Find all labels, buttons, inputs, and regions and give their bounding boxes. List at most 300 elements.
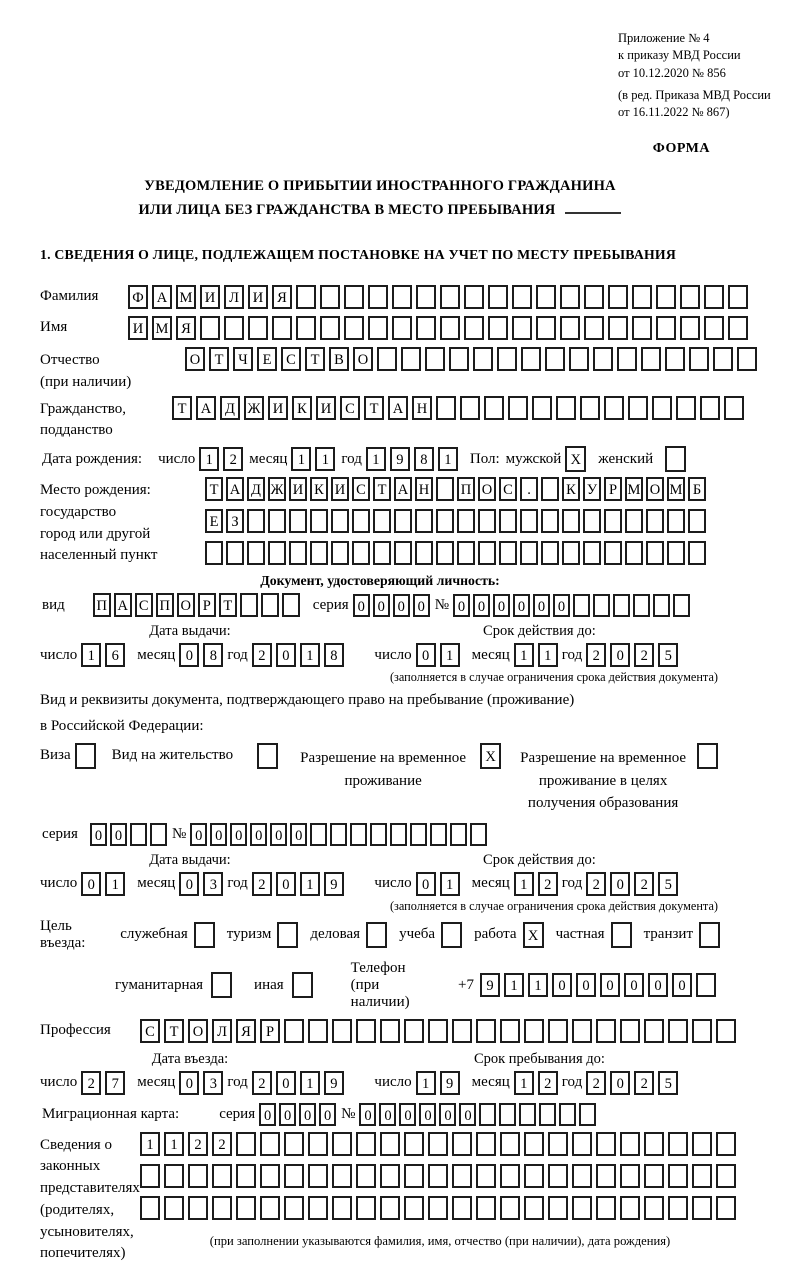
cell-box[interactable]: П (93, 593, 111, 617)
cell-box[interactable]: 1 (300, 1071, 320, 1095)
cell-box[interactable] (248, 316, 268, 340)
cell-box[interactable] (476, 1132, 496, 1156)
cell-box[interactable]: М (152, 316, 172, 340)
cell-box[interactable] (440, 316, 460, 340)
cell-box[interactable] (676, 396, 696, 420)
cell-box[interactable] (476, 1019, 496, 1043)
cell-box[interactable] (692, 1132, 712, 1156)
cell-box[interactable] (524, 1164, 544, 1188)
cell-box[interactable]: Ж (268, 477, 286, 501)
cell-box[interactable] (656, 285, 676, 309)
cell-box[interactable] (308, 1019, 328, 1043)
cell-box[interactable]: С (499, 477, 517, 501)
cell-box[interactable] (632, 285, 652, 309)
cell-box[interactable] (464, 316, 484, 340)
cell-box[interactable] (716, 1164, 736, 1188)
cell-box[interactable] (700, 396, 720, 420)
cell-box[interactable]: 0 (110, 823, 127, 846)
cell-box[interactable] (520, 541, 538, 565)
option-residence-permit[interactable] (112, 743, 278, 769)
cell-box[interactable] (284, 1164, 304, 1188)
cell-box[interactable] (656, 316, 676, 340)
cell-box[interactable]: Н (412, 396, 432, 420)
cell-box[interactable] (200, 316, 220, 340)
cell-box[interactable]: И (128, 316, 148, 340)
cell-box[interactable] (150, 823, 167, 846)
option-visa[interactable] (40, 743, 96, 769)
cell-box[interactable]: 1 (438, 447, 458, 471)
cell-box[interactable] (394, 541, 412, 565)
cell-box[interactable] (373, 541, 391, 565)
cell-box[interactable]: У (583, 477, 601, 501)
cell-box[interactable] (560, 285, 580, 309)
cell-box[interactable] (370, 823, 387, 846)
cell-box[interactable] (569, 347, 589, 371)
cell-box[interactable]: 0 (413, 594, 430, 617)
cell-box[interactable]: Т (205, 477, 223, 501)
cell-box[interactable] (366, 922, 387, 948)
cell-box[interactable] (404, 1132, 424, 1156)
cell-box[interactable] (331, 541, 349, 565)
cell-box[interactable] (401, 347, 421, 371)
cell-box[interactable]: В (329, 347, 349, 371)
cell-box[interactable] (596, 1132, 616, 1156)
cell-box[interactable]: Е (257, 347, 277, 371)
cell-box[interactable]: 0 (553, 594, 570, 617)
cell-box[interactable]: 9 (324, 872, 344, 896)
cell-box[interactable]: Н (415, 477, 433, 501)
cell-box[interactable]: 2 (252, 872, 272, 896)
cell-box[interactable] (680, 285, 700, 309)
cell-box[interactable] (332, 1132, 352, 1156)
cell-box[interactable] (356, 1164, 376, 1188)
cell-box[interactable]: 9 (390, 447, 410, 471)
cell-box[interactable] (583, 541, 601, 565)
cell-box[interactable] (410, 823, 427, 846)
cell-box[interactable]: 0 (299, 1103, 316, 1126)
cell-box[interactable] (524, 1019, 544, 1043)
cell-box[interactable] (644, 1196, 664, 1220)
cell-box[interactable]: Ф (128, 285, 148, 309)
cell-box[interactable] (499, 1103, 516, 1126)
cell-box[interactable] (628, 396, 648, 420)
cell-box[interactable]: 2 (212, 1132, 232, 1156)
cell-box[interactable]: 2 (538, 872, 558, 896)
cell-box[interactable] (260, 1196, 280, 1220)
cell-box[interactable]: 0 (453, 594, 470, 617)
cell-box[interactable]: 0 (648, 973, 668, 997)
cell-box[interactable]: 1 (514, 872, 534, 896)
cell-box[interactable] (247, 541, 265, 565)
cell-box[interactable] (548, 1196, 568, 1220)
sex-female-checkbox[interactable] (665, 446, 686, 472)
cell-box[interactable]: 3 (203, 1071, 223, 1095)
cell-box[interactable] (728, 316, 748, 340)
cell-box[interactable] (211, 972, 232, 998)
cell-box[interactable]: С (135, 593, 153, 617)
cell-box[interactable]: И (248, 285, 268, 309)
cell-box[interactable] (392, 285, 412, 309)
cell-box[interactable] (488, 285, 508, 309)
cell-box[interactable]: 6 (105, 643, 125, 667)
cell-box[interactable] (368, 285, 388, 309)
cell-box[interactable]: 9 (324, 1071, 344, 1095)
cell-box[interactable]: 1 (440, 872, 460, 896)
cell-box[interactable] (646, 541, 664, 565)
cell-box[interactable]: 2 (634, 1071, 654, 1095)
purpose-other-checkbox[interactable] (292, 972, 313, 998)
cell-box[interactable]: Д (220, 396, 240, 420)
cell-box[interactable]: 0 (624, 973, 644, 997)
cell-box[interactable] (596, 1196, 616, 1220)
cell-box[interactable] (457, 509, 475, 533)
cell-box[interactable] (394, 509, 412, 533)
cell-box[interactable]: К (562, 477, 580, 501)
cell-box[interactable] (380, 1196, 400, 1220)
cell-box[interactable] (646, 509, 664, 533)
cell-box[interactable] (428, 1019, 448, 1043)
cell-box[interactable]: С (140, 1019, 160, 1043)
cell-box[interactable] (692, 1019, 712, 1043)
cell-box[interactable] (415, 509, 433, 533)
cell-box[interactable] (188, 1196, 208, 1220)
cell-box[interactable] (452, 1164, 472, 1188)
cell-box[interactable]: 0 (610, 872, 630, 896)
cell-box[interactable]: 0 (552, 973, 572, 997)
cell-box[interactable]: М (176, 285, 196, 309)
cell-box[interactable]: 8 (414, 447, 434, 471)
cell-box[interactable] (236, 1132, 256, 1156)
cell-box[interactable] (320, 285, 340, 309)
cell-box[interactable]: 1 (315, 447, 335, 471)
cell-box[interactable]: О (646, 477, 664, 501)
cell-box[interactable]: 5 (658, 643, 678, 667)
cell-box[interactable] (704, 316, 724, 340)
option-temp-permit[interactable] (294, 743, 501, 792)
cell-box[interactable]: Т (209, 347, 229, 371)
cell-box[interactable]: О (177, 593, 195, 617)
cell-box[interactable]: 2 (538, 1071, 558, 1095)
cell-box[interactable] (308, 1164, 328, 1188)
cell-box[interactable]: 2 (252, 643, 272, 667)
cell-box[interactable]: X (565, 446, 586, 472)
cell-box[interactable] (728, 285, 748, 309)
cell-box[interactable] (652, 396, 672, 420)
cell-box[interactable] (724, 396, 744, 420)
cell-box[interactable] (692, 1164, 712, 1188)
cell-box[interactable]: 1 (440, 643, 460, 667)
cell-box[interactable] (562, 509, 580, 533)
cell-box[interactable] (392, 316, 412, 340)
cell-box[interactable] (536, 285, 556, 309)
cell-box[interactable]: Т (219, 593, 237, 617)
cell-box[interactable]: 0 (399, 1103, 416, 1126)
cell-box[interactable] (452, 1132, 472, 1156)
cell-box[interactable]: 0 (279, 1103, 296, 1126)
cell-box[interactable] (688, 541, 706, 565)
cell-box[interactable]: З (226, 509, 244, 533)
cell-box[interactable]: 0 (230, 823, 247, 846)
temp-permit-edu-checkbox[interactable] (697, 743, 718, 769)
cell-box[interactable] (713, 347, 733, 371)
cell-box[interactable] (593, 347, 613, 371)
cell-box[interactable] (164, 1196, 184, 1220)
cell-box[interactable] (478, 541, 496, 565)
cell-box[interactable] (688, 509, 706, 533)
cell-box[interactable]: . (520, 477, 538, 501)
cell-box[interactable]: 1 (538, 643, 558, 667)
cell-box[interactable]: Б (688, 477, 706, 501)
cell-box[interactable]: Л (212, 1019, 232, 1043)
cell-box[interactable] (457, 541, 475, 565)
cell-box[interactable] (668, 1164, 688, 1188)
cell-box[interactable] (478, 509, 496, 533)
cell-box[interactable] (194, 922, 215, 948)
cell-box[interactable] (450, 823, 467, 846)
cell-box[interactable]: Л (224, 285, 244, 309)
cell-box[interactable] (247, 509, 265, 533)
cell-box[interactable] (257, 743, 278, 769)
cell-box[interactable] (625, 509, 643, 533)
cell-box[interactable] (331, 509, 349, 533)
cell-box[interactable] (130, 823, 147, 846)
cell-box[interactable] (548, 1019, 568, 1043)
cell-box[interactable]: Р (260, 1019, 280, 1043)
cell-box[interactable] (344, 285, 364, 309)
cell-box[interactable]: 2 (188, 1132, 208, 1156)
cell-box[interactable] (632, 316, 652, 340)
cell-box[interactable] (282, 593, 300, 617)
cell-box[interactable] (699, 922, 720, 948)
cell-box[interactable] (620, 1019, 640, 1043)
cell-box[interactable]: 0 (576, 973, 596, 997)
cell-box[interactable]: Д (247, 477, 265, 501)
cell-box[interactable] (332, 1164, 352, 1188)
cell-box[interactable]: 0 (416, 872, 436, 896)
cell-box[interactable] (441, 922, 462, 948)
cell-box[interactable] (620, 1132, 640, 1156)
cell-box[interactable]: 1 (504, 973, 524, 997)
cell-box[interactable]: Т (164, 1019, 184, 1043)
cell-box[interactable] (593, 594, 610, 617)
cell-box[interactable]: С (352, 477, 370, 501)
cell-box[interactable]: 0 (353, 594, 370, 617)
cell-box[interactable]: 1 (291, 447, 311, 471)
cell-box[interactable]: 0 (416, 643, 436, 667)
cell-box[interactable] (310, 541, 328, 565)
cell-box[interactable] (560, 316, 580, 340)
cell-box[interactable] (352, 541, 370, 565)
cell-box[interactable]: 8 (324, 643, 344, 667)
purpose-humanitarian-checkbox[interactable] (211, 972, 232, 998)
cell-box[interactable] (572, 1164, 592, 1188)
cell-box[interactable] (470, 823, 487, 846)
cell-box[interactable] (356, 1132, 376, 1156)
cell-box[interactable] (512, 285, 532, 309)
cell-box[interactable]: 9 (480, 973, 500, 997)
cell-box[interactable]: 1 (416, 1071, 436, 1095)
cell-box[interactable]: 0 (419, 1103, 436, 1126)
cell-box[interactable] (572, 1019, 592, 1043)
cell-box[interactable] (404, 1196, 424, 1220)
cell-box[interactable] (320, 316, 340, 340)
cell-box[interactable] (479, 1103, 496, 1126)
cell-box[interactable] (350, 823, 367, 846)
cell-box[interactable] (240, 593, 258, 617)
cell-box[interactable]: 1 (140, 1132, 160, 1156)
cell-box[interactable] (352, 509, 370, 533)
cell-box[interactable] (476, 1196, 496, 1220)
cell-box[interactable] (536, 316, 556, 340)
cell-box[interactable]: И (268, 396, 288, 420)
cell-box[interactable]: Р (604, 477, 622, 501)
cell-box[interactable] (680, 316, 700, 340)
cell-box[interactable] (633, 594, 650, 617)
cell-box[interactable] (425, 347, 445, 371)
cell-box[interactable] (500, 1196, 520, 1220)
cell-box[interactable] (584, 285, 604, 309)
cell-box[interactable] (436, 477, 454, 501)
cell-box[interactable]: М (667, 477, 685, 501)
cell-box[interactable] (356, 1019, 376, 1043)
cell-box[interactable]: О (478, 477, 496, 501)
cell-box[interactable]: 2 (586, 1071, 606, 1095)
cell-box[interactable] (224, 316, 244, 340)
cell-box[interactable] (428, 1164, 448, 1188)
cell-box[interactable] (539, 1103, 556, 1126)
cell-box[interactable] (289, 509, 307, 533)
cell-box[interactable]: 7 (105, 1071, 125, 1095)
cell-box[interactable] (737, 347, 757, 371)
cell-box[interactable]: 0 (379, 1103, 396, 1126)
cell-box[interactable] (508, 396, 528, 420)
temp-permit-checkbox[interactable] (480, 743, 501, 769)
cell-box[interactable]: Ж (244, 396, 264, 420)
cell-box[interactable]: И (331, 477, 349, 501)
cell-box[interactable] (641, 347, 661, 371)
cell-box[interactable] (292, 972, 313, 998)
cell-box[interactable] (665, 446, 686, 472)
cell-box[interactable] (572, 1132, 592, 1156)
cell-box[interactable]: А (196, 396, 216, 420)
cell-box[interactable]: А (152, 285, 172, 309)
cell-box[interactable] (261, 593, 279, 617)
cell-box[interactable] (562, 541, 580, 565)
cell-box[interactable] (377, 347, 397, 371)
cell-box[interactable] (440, 285, 460, 309)
cell-box[interactable] (500, 1019, 520, 1043)
cell-box[interactable] (368, 316, 388, 340)
cell-box[interactable]: 5 (658, 872, 678, 896)
cell-box[interactable] (545, 347, 565, 371)
cell-box[interactable]: М (625, 477, 643, 501)
cell-box[interactable]: 0 (672, 973, 692, 997)
cell-box[interactable]: 0 (513, 594, 530, 617)
cell-box[interactable] (625, 541, 643, 565)
visa-checkbox[interactable] (75, 743, 96, 769)
cell-box[interactable] (436, 396, 456, 420)
cell-box[interactable] (356, 1196, 376, 1220)
cell-box[interactable]: О (353, 347, 373, 371)
cell-box[interactable]: Я (176, 316, 196, 340)
cell-box[interactable]: 2 (586, 872, 606, 896)
cell-box[interactable]: К (292, 396, 312, 420)
cell-box[interactable]: 1 (366, 447, 386, 471)
cell-box[interactable] (436, 509, 454, 533)
cell-box[interactable] (308, 1132, 328, 1156)
cell-box[interactable]: X (480, 743, 501, 769)
cell-box[interactable] (380, 1164, 400, 1188)
cell-box[interactable] (716, 1132, 736, 1156)
cell-box[interactable] (488, 316, 508, 340)
cell-box[interactable]: 2 (634, 872, 654, 896)
cell-box[interactable]: 1 (199, 447, 219, 471)
cell-box[interactable] (415, 541, 433, 565)
cell-box[interactable] (667, 509, 685, 533)
cell-box[interactable] (665, 347, 685, 371)
cell-box[interactable] (460, 396, 480, 420)
cell-box[interactable]: 0 (276, 643, 296, 667)
cell-box[interactable]: И (200, 285, 220, 309)
cell-box[interactable] (272, 316, 292, 340)
cell-box[interactable]: 1 (300, 643, 320, 667)
cell-box[interactable] (617, 347, 637, 371)
cell-box[interactable] (697, 743, 718, 769)
cell-box[interactable] (268, 509, 286, 533)
cell-box[interactable] (380, 1019, 400, 1043)
cell-box[interactable] (572, 1196, 592, 1220)
cell-box[interactable] (404, 1019, 424, 1043)
cell-box[interactable]: 0 (270, 823, 287, 846)
cell-box[interactable] (541, 541, 559, 565)
cell-box[interactable] (428, 1196, 448, 1220)
cell-box[interactable] (284, 1132, 304, 1156)
cell-box[interactable]: Т (373, 477, 391, 501)
cell-box[interactable] (296, 285, 316, 309)
cell-box[interactable] (613, 594, 630, 617)
cell-box[interactable]: 1 (514, 643, 534, 667)
cell-box[interactable] (580, 396, 600, 420)
cell-box[interactable] (583, 509, 601, 533)
cell-box[interactable]: 0 (600, 973, 620, 997)
cell-box[interactable] (296, 316, 316, 340)
cell-box[interactable]: 1 (81, 643, 101, 667)
cell-box[interactable] (212, 1196, 232, 1220)
cell-box[interactable] (188, 1164, 208, 1188)
cell-box[interactable] (604, 396, 624, 420)
cell-box[interactable] (604, 509, 622, 533)
cell-box[interactable] (308, 1196, 328, 1220)
purpose-work-checkbox[interactable] (523, 922, 544, 948)
cell-box[interactable]: 0 (81, 872, 101, 896)
cell-box[interactable]: 1 (164, 1132, 184, 1156)
cell-box[interactable]: 2 (252, 1071, 272, 1095)
cell-box[interactable]: 0 (373, 594, 390, 617)
cell-box[interactable]: Ч (233, 347, 253, 371)
cell-box[interactable] (289, 541, 307, 565)
cell-box[interactable] (404, 1164, 424, 1188)
residence-permit-checkbox[interactable] (257, 743, 278, 769)
cell-box[interactable]: 3 (203, 872, 223, 896)
cell-box[interactable]: Я (272, 285, 292, 309)
cell-box[interactable]: 0 (276, 1071, 296, 1095)
cell-box[interactable]: С (281, 347, 301, 371)
cell-box[interactable]: 0 (179, 643, 199, 667)
cell-box[interactable]: Т (364, 396, 384, 420)
cell-box[interactable] (164, 1164, 184, 1188)
cell-box[interactable] (226, 541, 244, 565)
cell-box[interactable] (332, 1019, 352, 1043)
